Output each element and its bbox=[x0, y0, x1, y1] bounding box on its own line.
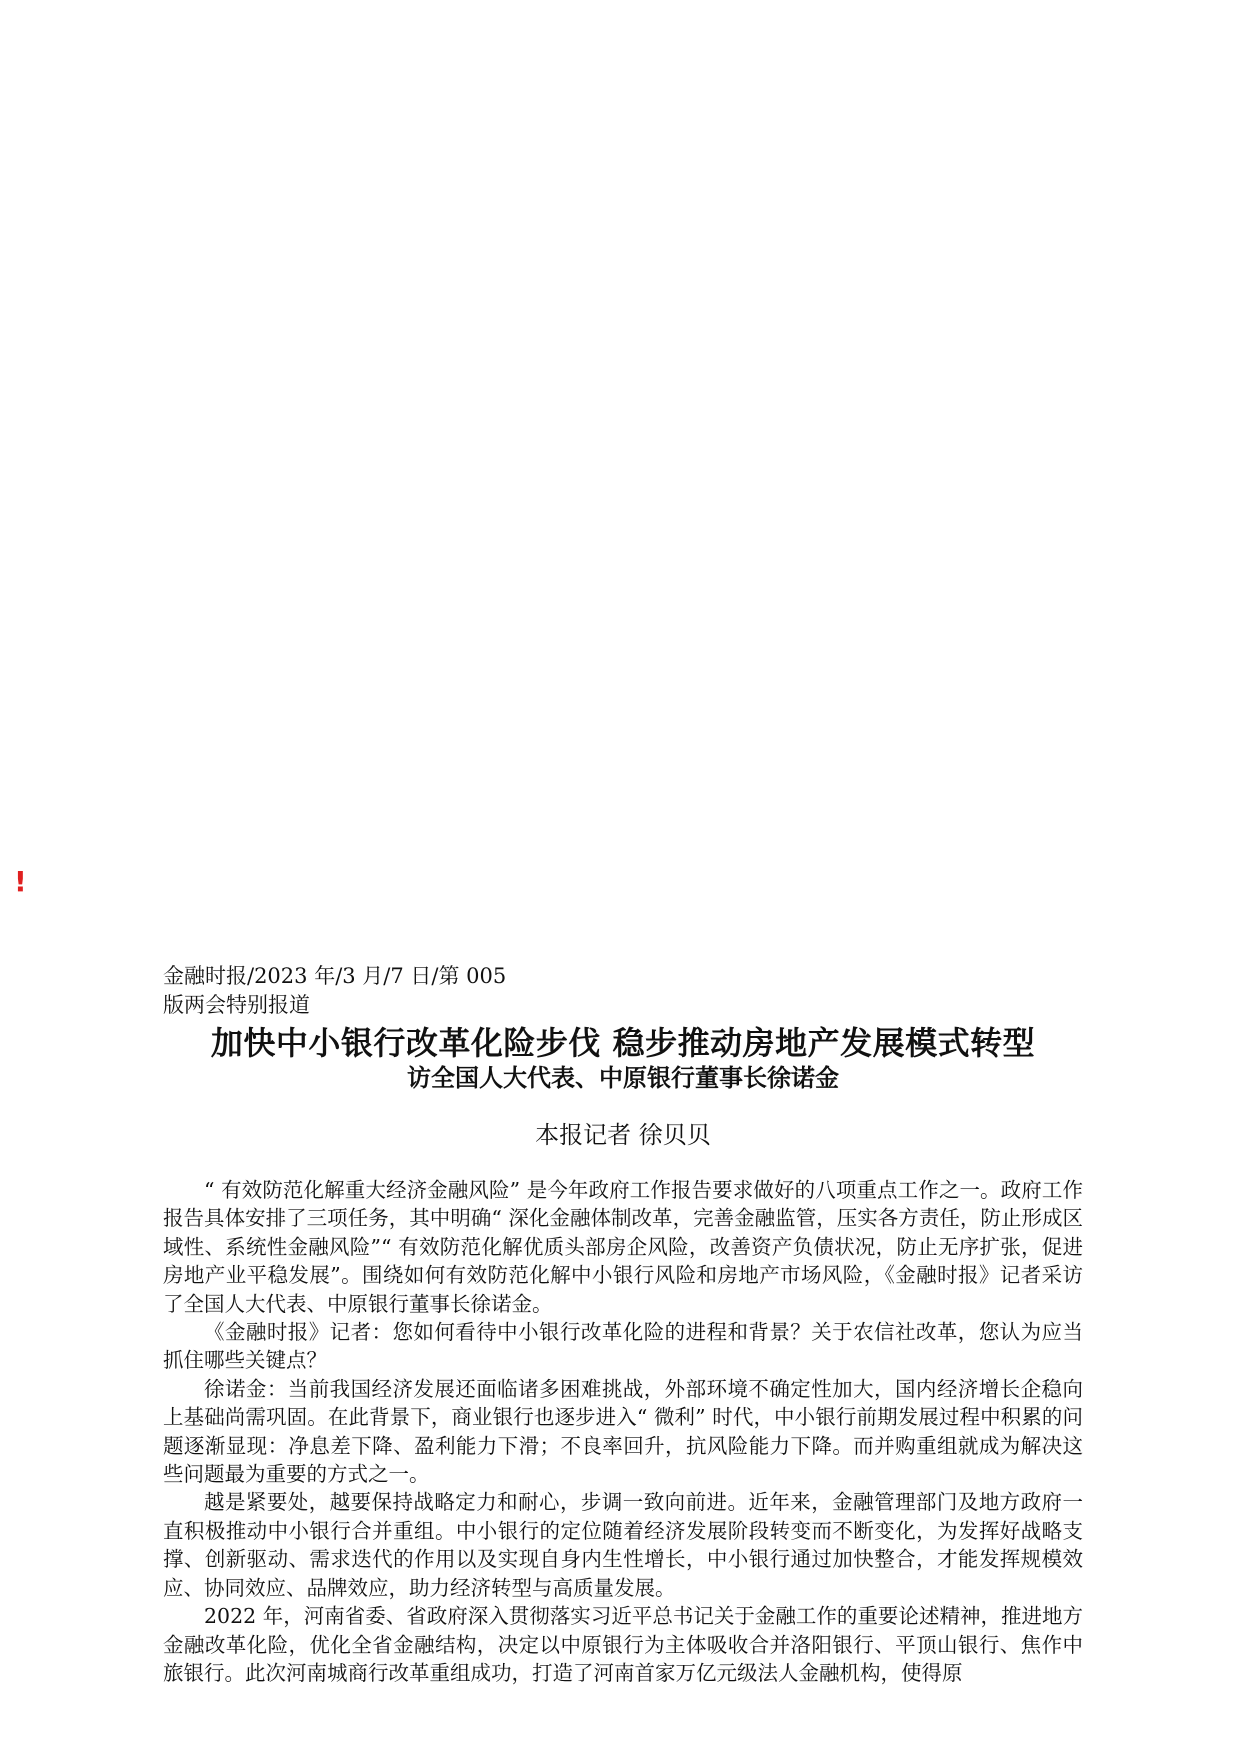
section-line: 版两会特别报道 bbox=[163, 993, 310, 1017]
article-title: 加快中小银行改革化险步伐 稳步推动房地产发展模式转型 bbox=[210, 1024, 1036, 1062]
document-page bbox=[163, 962, 1083, 1687]
paragraph: 2022 年，河南省委、省政府深入贯彻落实习近平总书记关于金融工作的重要论述精神，推进地方金融改革化险，优化全省金融结构，决定以中原银行为主体吸收合并洛阳银行、平顶山银行、焦作中旅银行。此次河南城商行改革重组成功，打造了河南首家万亿元级法人金融机构，使得原 bbox=[163, 1604, 1083, 1685]
source-line: 金融时报/2023 年/3 月/7 日/第 005 bbox=[163, 964, 507, 988]
paragraph: 越是紧要处，越要保持战略定力和耐心，步调一致向前进。近年来，金融管理部门及地方政府一直积极推动中小银行合并重组。中小银行的定位随着经济发展阶段转变而不断变化，为发挥好战略支撑、创新驱动、需求迭代的作用以及实现自身内生性增长，中小银行通过加快整合，才能发挥规模效应、协同效应、品牌效应，助力经济转型与高质量发展。 bbox=[163, 1490, 1083, 1600]
paragraph: 徐诺金：当前我国经济发展还面临诸多困难挑战，外部环境不确定性加大，国内经济增长企稳向上基础尚需巩固。在此背景下，商业银行也逐步进入“ 微利” 时代，中小银行前期发展过程中积累的问题逐渐显现：净息差下降、盈利能力下滑；不良率回升，抗风险能力下降。而并购重组就成为解决这些问题最为重要的方式之一。 bbox=[163, 1376, 1083, 1487]
article-subtitle: 访全国人大代表、中原银行董事长徐诺金 bbox=[407, 1064, 839, 1092]
paragraph: 《金融时报》记者：您如何看待中小银行改革化险的进程和背景？关于农信社改革，您认为应当抓住哪些关键点？ bbox=[163, 1320, 1083, 1373]
paragraph: “ 有效防范化解重大经济金融风险” 是今年政府工作报告要求做好的八项重点工作之一。政府工作报告具体安排了三项任务，其中明确“ 深化金融体制改革，完善金融监管，压实各方责任，防止形成区域性、系统性金融风险”“ 有效防范化解优质头部房企风险，改善资产负债状况，防止无序扩张，促进房地产业平稳发展”。围绕如何有效防范化解中小银行风险和房地产市场风险，《金融时报》记者采访了全国人大代表、中原银行董事长徐诺金。 bbox=[163, 1178, 1083, 1316]
warning-mark: ! bbox=[14, 865, 27, 898]
article-body bbox=[163, 1176, 1083, 1687]
byline: 本报记者 徐贝贝 bbox=[535, 1121, 711, 1149]
